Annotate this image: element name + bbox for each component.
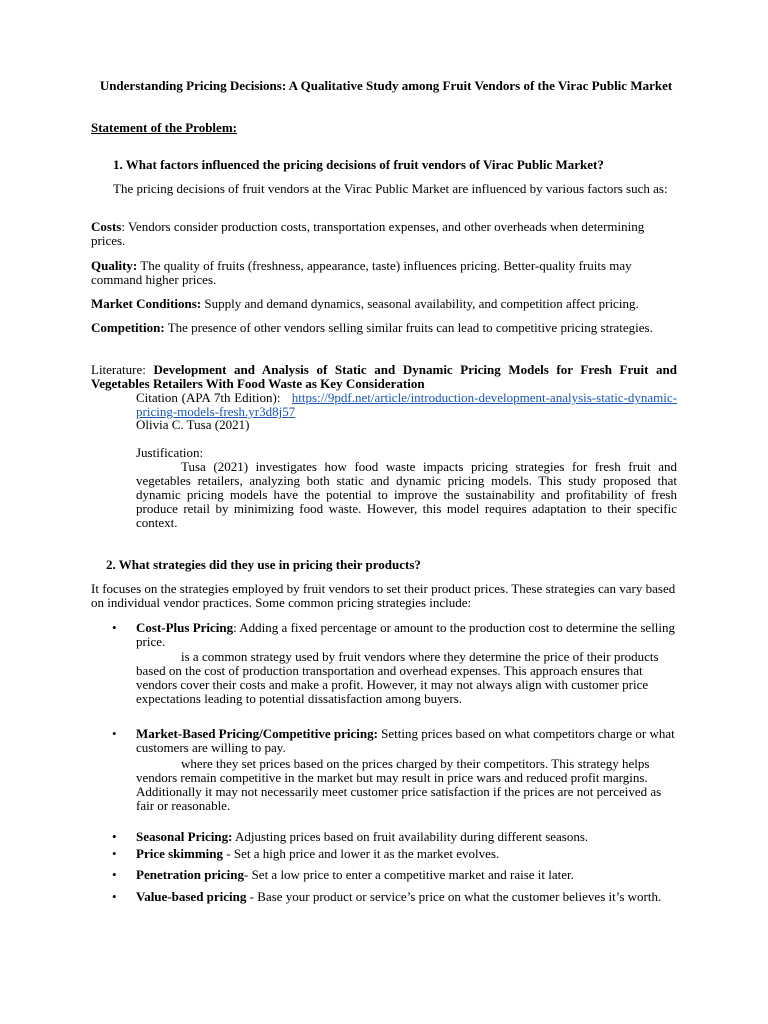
strategy-text: Base your product or service’s price on what the customer believes it’s worth. <box>257 889 662 904</box>
strategy-term: Penetration pricing <box>136 867 244 882</box>
strategy-skimming: Price skimming - Set a high price and lower it as the market evolves. <box>136 846 500 861</box>
statement-heading: Statement of the Problem: <box>91 120 237 135</box>
strategy-seasonal <box>136 830 681 844</box>
strategy-term: Value-based pricing <box>136 889 247 904</box>
factor-costs: Costs: Vendors consider production costs, transportation expenses, and other overheads when determining prices. <box>91 219 645 248</box>
factor-competition <box>91 321 681 335</box>
literature-label: Literature: <box>91 362 146 377</box>
literature-entry <box>91 363 677 391</box>
citation-line <box>136 391 677 419</box>
strategy-term: Seasonal Pricing: <box>136 829 233 844</box>
strategy-penetration: Penetration pricing- Set a low price to enter a competitive market and raise it later. <box>136 867 574 882</box>
bullet-icon <box>112 830 120 844</box>
bullet-icon <box>112 890 120 904</box>
factor-text: The quality of fruits (freshness, appearance, taste) influences pricing. Better-quality fruits may command higher prices. <box>91 258 632 287</box>
question-2-heading: 2. What strategies did they use in pricing their products? <box>106 557 421 572</box>
factor-term: Quality: <box>91 258 138 273</box>
question-1-intro: The pricing decisions of fruit vendors at the Virac Public Market are influenced by various factors such as: <box>113 181 668 196</box>
question-1-heading: 1. What factors influenced the pricing decisions of fruit vendors of Virac Public Market? <box>113 157 604 172</box>
strategy-term: Cost-Plus Pricing <box>136 620 234 635</box>
strategy-term: Market-Based Pricing/Competitive pricing: <box>136 726 378 741</box>
factor-text: Supply and demand dynamics, seasonal availability, and competition affect pricing. <box>204 296 639 311</box>
citation-author: Olivia C. Tusa (2021) <box>136 417 250 432</box>
factor-quality <box>91 259 681 287</box>
bullet-icon <box>112 847 120 861</box>
factor-term: Competition: <box>91 320 165 335</box>
factor-market-conditions <box>91 297 681 311</box>
factor-text: The presence of other vendors selling similar fruits can lead to competitive pricing strategies. <box>167 320 653 335</box>
strategy-text: Setting prices based on what competitors charge or what customers are willing to pay. <box>136 726 675 755</box>
citation-label: Citation (APA 7th Edition): <box>136 390 281 405</box>
bullet-icon <box>112 868 120 882</box>
factor-term: Costs <box>91 219 122 234</box>
question-2-intro: It focuses on the strategies employed by fruit vendors to set their product prices. These strategies can vary based on individual vendor practices. Some common pricing strategies include: <box>91 581 676 610</box>
strategy-detail: is a common strategy used by fruit vendors where they determine the price of their products based on the cost of production transportation and overhead expenses. This approach ensures that vendors cover their costs and make a profit. However, it may not always align with customer price expectations leading to potential dissatisfaction among buyers. <box>136 649 659 706</box>
citation-link[interactable]: https://9pdf.net/article/introduction-development-analysis-static-dynamic-pricing-models-fresh.yr3d8j57 <box>136 390 677 419</box>
strategy-text: Set a low price to enter a competitive market and raise it later. <box>251 867 574 882</box>
strategy-text: Adjusting prices based on fruit availability during different seasons. <box>234 829 589 844</box>
factor-text: Vendors consider production costs, transportation expenses, and other overheads when determining prices. <box>91 219 645 248</box>
strategy-text: Set a high price and lower it as the market evolves. <box>233 846 500 861</box>
strategy-market-based <box>136 727 681 755</box>
strategy-term: Price skimming <box>136 846 224 861</box>
strategy-value-based: Value-based pricing - Base your product or service’s price on what the customer believes it’s worth. <box>136 889 662 904</box>
strategy-text: Adding a fixed percentage or amount to the production cost to determine the selling price. <box>136 620 676 649</box>
strategy-cost-plus: Cost-Plus Pricing: Adding a fixed percentage or amount to the production cost to determine the selling price. <box>136 620 676 649</box>
literature-title: Development and Analysis of Static and Dynamic Pricing Models for Fresh Fruit and Vegetables Retailers With Food Waste as Key Consideration <box>91 362 678 391</box>
justification-text: Tusa (2021) investigates how food waste impacts pricing strategies for fresh fruit and vegetables retailers, analyzing both static and dynamic pricing models. This study proposed that dynamic pricing models have the potential to improve the sustainability and profitability of fresh produce retail by minimizing food waste. However, this model requires adaptation to their specific context. <box>136 459 677 530</box>
factor-term: Market Conditions: <box>91 296 202 311</box>
document-title: Understanding Pricing Decisions: A Qualitative Study among Fruit Vendors of the Virac Public Market <box>99 78 673 93</box>
strategy-detail: where they set prices based on the prices charged by their competitors. This strategy helps vendors remain competitive in the market but may result in price wars and reduced profit margins. Additionally it may not necessarily meet customer price satisfaction if the prices are not perceived as fair or reasonable. <box>136 756 662 813</box>
bullet-icon <box>112 621 120 635</box>
bullet-icon <box>112 727 120 741</box>
justification-label: Justification: <box>136 445 204 460</box>
